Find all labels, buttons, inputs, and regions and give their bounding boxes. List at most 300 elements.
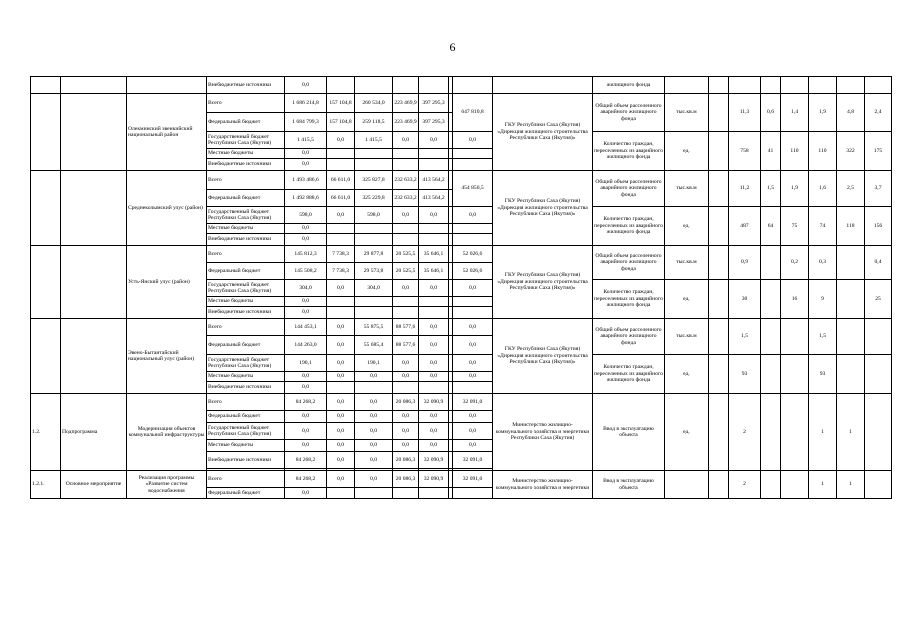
table-cell: 88 577,6 xyxy=(393,319,419,336)
table-cell: Ввод в эксплуатацию объекта xyxy=(593,394,665,471)
table-cell: 55 685,4 xyxy=(355,336,393,355)
table-cell: Всего xyxy=(207,471,285,488)
table-cell: 223 469,9 xyxy=(393,113,419,132)
table-cell xyxy=(355,382,393,394)
table-cell xyxy=(761,280,781,319)
table-cell: 2 xyxy=(729,471,761,499)
table-cell: тыс.кв.м xyxy=(665,171,709,207)
table-cell xyxy=(31,94,61,171)
table-cell: 2 xyxy=(729,394,761,471)
table-cell: 0,0 xyxy=(393,423,419,440)
table-cell xyxy=(419,159,449,171)
table-cell: 4,8 xyxy=(837,94,865,132)
table-cell: 1 492 888,6 xyxy=(285,190,327,207)
table-cell xyxy=(327,307,355,319)
table-cell: 11,2 xyxy=(729,171,761,207)
table-cell xyxy=(865,394,892,471)
table-cell: 66 611,0 xyxy=(327,171,355,190)
table-cell: 64 xyxy=(761,207,781,246)
table-cell: 1.2.1. xyxy=(31,471,61,499)
table-row xyxy=(31,171,892,190)
table-cell xyxy=(31,319,61,394)
table-cell xyxy=(709,319,729,355)
table-cell: 190,1 xyxy=(285,355,327,372)
table-cell: Ввод в эксплуатацию объекта xyxy=(593,471,665,499)
table-cell: 0,0 xyxy=(453,280,493,297)
table-cell: Общий объем расселенного аварийного жилищного фонда xyxy=(593,246,665,280)
table-cell: 0,0 xyxy=(327,280,355,297)
table-cell: 0,0 xyxy=(393,132,419,149)
table-cell: ГКУ Республики Саха (Якутия) «Дирекция жилищного строительства Республики Саха (Якутия)» xyxy=(493,246,593,319)
table-cell: 0,0 xyxy=(419,411,449,423)
table-cell xyxy=(393,234,419,246)
table-cell: 0,0 xyxy=(355,452,393,469)
table-cell: 1,9 xyxy=(781,171,809,207)
table-cell: 1,5 xyxy=(809,319,837,355)
table-cell xyxy=(781,471,809,499)
table-cell: 0,0 xyxy=(285,411,327,423)
table-cell: 93 xyxy=(809,355,837,394)
table-cell: 325 827,8 xyxy=(355,171,393,190)
table-cell: 0,0 xyxy=(285,382,327,394)
table-cell: ед. xyxy=(665,280,709,319)
table-cell xyxy=(393,77,419,94)
table-cell: 20 086,3 xyxy=(393,394,419,411)
table-cell xyxy=(61,77,127,94)
table-cell: 0,0 xyxy=(355,423,393,440)
table-cell xyxy=(665,471,709,499)
table-cell: Министерство жилищно-коммунального хозяйства и энергетики xyxy=(493,471,593,499)
table-cell: 20 086,3 xyxy=(393,471,419,488)
table-cell: 30 xyxy=(729,280,761,319)
table-cell xyxy=(61,319,127,394)
table-cell: 0,0 xyxy=(419,132,449,149)
table-cell: 0,0 xyxy=(355,394,393,411)
table-cell xyxy=(355,234,393,246)
table-cell: 1 xyxy=(837,471,865,499)
table-cell: 20 525,5 xyxy=(393,263,419,280)
table-cell: Федеральный бюджет xyxy=(207,336,285,355)
table-cell: 1 xyxy=(809,471,837,499)
table-cell: 0,0 xyxy=(419,372,449,382)
table-cell: 1 415,5 xyxy=(355,132,393,149)
table-cell: Федеральный бюджет xyxy=(207,263,285,280)
table-cell xyxy=(453,297,493,307)
table-cell: Модернизация объектов коммунальной инфраструктуры xyxy=(127,394,207,471)
table-cell: Подпрограмма xyxy=(61,394,127,471)
table-cell: 0,0 xyxy=(327,319,355,336)
table-cell xyxy=(31,246,61,319)
table-cell: 1,9 xyxy=(809,94,837,132)
table-cell: 9 xyxy=(809,280,837,319)
table-cell: 413 564,2 xyxy=(419,190,449,207)
table-cell: 145 508,2 xyxy=(285,263,327,280)
table-cell xyxy=(419,224,449,234)
table-cell: ГКУ Республики Саха (Якутия) «Дирекция жилищного строительства Республики Саха (Якутия)» xyxy=(493,319,593,394)
table-cell: 32 090,9 xyxy=(419,471,449,488)
table-cell: 0,0 xyxy=(453,355,493,372)
table-cell: Всего xyxy=(207,319,285,336)
table-cell: Олекминский эвенкийский национальный район xyxy=(127,94,207,171)
table-cell: 0,0 xyxy=(285,77,327,94)
table-cell: ГКУ Республики Саха (Якутия) «Дирекция жилищного строительства Республики Саха (Якутия)» xyxy=(493,94,593,171)
table-cell: Государственный бюджет Республики Саха (Якутия) xyxy=(207,280,285,297)
table-cell: 35 646,1 xyxy=(419,246,449,263)
table-cell: 397 295,3 xyxy=(419,94,449,113)
table-cell: 3,7 xyxy=(865,171,892,207)
table-cell: 0,0 xyxy=(285,440,327,452)
table-cell xyxy=(31,171,61,246)
table-row xyxy=(31,471,892,488)
table-cell xyxy=(327,234,355,246)
table-cell: 35 646,1 xyxy=(419,263,449,280)
table-cell xyxy=(453,149,493,159)
table-cell xyxy=(393,488,419,499)
table-cell: 7 738,3 xyxy=(327,246,355,263)
table-cell: 304,0 xyxy=(355,280,393,297)
table-cell: Местные бюджеты xyxy=(207,149,285,159)
table-cell xyxy=(419,234,449,246)
table-cell: 223 469,9 xyxy=(393,94,419,113)
table-cell: 0,0 xyxy=(327,452,355,469)
table-cell: Всего xyxy=(207,246,285,263)
table-cell xyxy=(355,297,393,307)
table-cell xyxy=(127,77,207,94)
table-cell xyxy=(453,234,493,246)
table-cell: Реализация программы «Развитие систем водоснабжения xyxy=(127,471,207,499)
program-funding-table xyxy=(30,76,892,499)
table-cell xyxy=(837,280,865,319)
table-cell: 20 525,5 xyxy=(393,246,419,263)
table-cell: 156 xyxy=(865,207,892,246)
table-cell xyxy=(327,77,355,94)
table-cell xyxy=(453,307,493,319)
table-cell: 16 xyxy=(781,280,809,319)
table-cell: 0,0 xyxy=(393,411,419,423)
table-cell: 0,0 xyxy=(453,319,493,336)
table-cell: 0,0 xyxy=(285,234,327,246)
table-cell xyxy=(327,149,355,159)
table-cell xyxy=(781,394,809,471)
table-cell: 0,0 xyxy=(327,440,355,452)
table-cell xyxy=(709,77,729,94)
table-cell: 7 738,3 xyxy=(327,263,355,280)
table-cell xyxy=(865,355,892,394)
table-cell: 157 104,8 xyxy=(327,94,355,113)
table-cell: Количество граждан, переселенных из аварийного жилищного фонда xyxy=(593,132,665,171)
table-cell: 0,0 xyxy=(285,297,327,307)
table-cell: Федеральный бюджет xyxy=(207,113,285,132)
table-cell: 0,0 xyxy=(419,319,449,336)
table-cell: ед. xyxy=(665,394,709,471)
table-cell: 0,3 xyxy=(809,246,837,280)
table-cell xyxy=(61,171,127,246)
table-row xyxy=(31,77,892,94)
table-cell: 84 268,2 xyxy=(285,394,327,411)
table-cell xyxy=(809,77,837,94)
table-cell: Местные бюджеты xyxy=(207,440,285,452)
table-cell: 0,9 xyxy=(729,246,761,280)
table-cell: ед. xyxy=(665,355,709,394)
table-cell: Государственный бюджет Республики Саха (Якутия) xyxy=(207,207,285,224)
table-cell: 487 xyxy=(729,207,761,246)
table-cell: 0,0 xyxy=(419,280,449,297)
table-cell: Всего xyxy=(207,171,285,190)
table-cell: 41 xyxy=(761,132,781,171)
table-cell xyxy=(781,77,809,94)
table-cell: Внебюджетные источники xyxy=(207,77,285,94)
table-row xyxy=(31,394,892,411)
table-cell xyxy=(665,77,709,94)
table-cell: 0,0 xyxy=(327,411,355,423)
table-cell: 0,0 xyxy=(285,149,327,159)
table-cell: 0,0 xyxy=(285,488,327,499)
table-cell xyxy=(729,77,761,94)
table-cell: 325 229,8 xyxy=(355,190,393,207)
table-cell: Основное мероприятие xyxy=(61,471,127,499)
table-cell: 598,0 xyxy=(355,207,393,224)
table-cell: 0,0 xyxy=(453,411,493,423)
table-cell xyxy=(449,190,453,207)
table-cell: Государственный бюджет Республики Саха (Якутия) xyxy=(207,132,285,149)
table-cell: 0,0 xyxy=(355,471,393,488)
table-cell: жилищного фонда xyxy=(593,77,665,94)
table-cell xyxy=(865,471,892,499)
table-cell: 0,0 xyxy=(393,372,419,382)
table-cell: 0,0 xyxy=(419,355,449,372)
table-cell: 0,0 xyxy=(327,336,355,355)
table-cell xyxy=(709,471,729,499)
table-cell: 144 263,0 xyxy=(285,336,327,355)
table-cell: 175 xyxy=(865,132,892,171)
table-cell: 29 877,8 xyxy=(355,246,393,263)
table-cell xyxy=(355,307,393,319)
table-cell: 118 xyxy=(837,207,865,246)
table-cell: 1,6 xyxy=(809,171,837,207)
table-cell: Усть-Янский улус (район) xyxy=(127,246,207,319)
table-cell: 232 633,2 xyxy=(393,171,419,190)
table-cell: 232 633,2 xyxy=(393,190,419,207)
table-cell xyxy=(355,149,393,159)
table-cell: 413 564,2 xyxy=(419,171,449,190)
table-cell: 758 xyxy=(729,132,761,171)
table-cell: 0,0 xyxy=(419,440,449,452)
table-cell: 1,5 xyxy=(761,171,781,207)
table-cell: 110 xyxy=(809,132,837,171)
table-cell xyxy=(761,471,781,499)
table-cell: 1 xyxy=(837,394,865,471)
page-number: 6 xyxy=(449,40,456,54)
table-cell: 0,0 xyxy=(285,224,327,234)
table-cell: 52 026,6 xyxy=(453,263,493,280)
table-cell: 304,0 xyxy=(285,280,327,297)
table-cell: 0,0 xyxy=(327,132,355,149)
table-cell: 260 534,0 xyxy=(355,94,393,113)
table-cell xyxy=(493,77,593,94)
table-cell: Внебюджетные источники xyxy=(207,234,285,246)
table-cell xyxy=(393,159,419,171)
table-cell xyxy=(865,319,892,355)
table-cell: 0,0 xyxy=(327,394,355,411)
table-cell: 32 091,0 xyxy=(453,394,493,411)
table-cell: 0,0 xyxy=(393,355,419,372)
table-cell: 0,0 xyxy=(355,372,393,382)
table-cell: Среднеколымский улус (район) xyxy=(127,171,207,246)
table-cell xyxy=(709,171,729,207)
table-cell: 0,0 xyxy=(355,440,393,452)
table-cell xyxy=(453,382,493,394)
table-cell xyxy=(761,319,781,355)
table-row xyxy=(31,94,892,113)
table-row xyxy=(31,319,892,336)
table-cell xyxy=(453,77,493,94)
table-cell: 0,0 xyxy=(453,132,493,149)
table-cell: 0,0 xyxy=(327,372,355,382)
table-cell: 0,0 xyxy=(419,336,449,355)
table-cell xyxy=(761,77,781,94)
table-cell: 0,0 xyxy=(419,423,449,440)
table-cell xyxy=(781,319,809,355)
table-cell xyxy=(355,224,393,234)
table-cell: 25 xyxy=(865,280,892,319)
table-cell xyxy=(393,149,419,159)
table-cell: 0,0 xyxy=(393,280,419,297)
table-cell: 75 xyxy=(781,207,809,246)
table-cell xyxy=(837,77,865,94)
table-cell: Местные бюджеты xyxy=(207,297,285,307)
table-cell xyxy=(61,246,127,319)
table-cell: 0,0 xyxy=(327,423,355,440)
table-cell xyxy=(709,280,729,319)
table-cell: ед. xyxy=(665,207,709,246)
table-cell: 52 026,6 xyxy=(453,246,493,263)
table-cell: ед. xyxy=(665,132,709,171)
table-cell: 0,0 xyxy=(453,336,493,355)
table-cell: Количество граждан, переселенных из аварийного жилищного фонда xyxy=(593,207,665,246)
table-cell: 322 xyxy=(837,132,865,171)
table-cell: 1 493 486,6 xyxy=(285,171,327,190)
table-cell xyxy=(327,159,355,171)
table-cell xyxy=(419,77,449,94)
table-cell: 11,3 xyxy=(729,94,761,132)
table-cell: 397 295,3 xyxy=(419,113,449,132)
table-cell: 110 xyxy=(781,132,809,171)
table-cell xyxy=(327,297,355,307)
table-cell: Федеральный бюджет xyxy=(207,190,285,207)
table-cell: 454 850,5 xyxy=(453,171,493,207)
table-cell: Государственный бюджет Республики Саха (Якутия) xyxy=(207,355,285,372)
table-cell xyxy=(327,224,355,234)
table-cell: 0,0 xyxy=(393,440,419,452)
table-cell: 598,0 xyxy=(285,207,327,224)
table-cell xyxy=(449,113,453,132)
table-cell: Количество граждан, переселенных из аварийного жилищного фонда xyxy=(593,280,665,319)
table-cell: 1 686 214,8 xyxy=(285,94,327,113)
table-cell: 20 086,3 xyxy=(393,452,419,469)
table-cell: Внебюджетные источники xyxy=(207,307,285,319)
table-cell: 74 xyxy=(809,207,837,246)
table-cell: Федеральный бюджет xyxy=(207,488,285,499)
table-cell xyxy=(393,382,419,394)
table-cell xyxy=(419,382,449,394)
table-cell xyxy=(709,132,729,171)
table-cell: 29 573,8 xyxy=(355,263,393,280)
table-cell xyxy=(709,394,729,471)
table-cell: 1,5 xyxy=(729,319,761,355)
table-cell xyxy=(419,488,449,499)
table-cell: 0,0 xyxy=(327,207,355,224)
table-cell: 1,4 xyxy=(781,94,809,132)
table-cell: 88 577,6 xyxy=(393,336,419,355)
table-cell: Количество граждан, переселенных из аварийного жилищного фонда xyxy=(593,355,665,394)
table-cell: 1 684 799,3 xyxy=(285,113,327,132)
table-cell xyxy=(393,307,419,319)
table-cell xyxy=(31,77,61,94)
table-cell: 0,0 xyxy=(453,207,493,224)
table-cell xyxy=(61,94,127,171)
table-cell: 157 104,8 xyxy=(327,113,355,132)
table-cell: 2,4 xyxy=(865,94,892,132)
table-cell xyxy=(761,246,781,280)
table-cell: 2,5 xyxy=(837,171,865,207)
table-cell: 0,0 xyxy=(327,471,355,488)
table-cell: Эвено-Бытантайский национальный улус (район) xyxy=(127,319,207,394)
table-cell: Всего xyxy=(207,94,285,113)
table-cell xyxy=(709,355,729,394)
table-cell: 0,4 xyxy=(865,246,892,280)
table-cell xyxy=(761,394,781,471)
table-cell: Общий объем расселенного аварийного жилищного фонда xyxy=(593,94,665,132)
table-cell: Местные бюджеты xyxy=(207,372,285,382)
table-cell xyxy=(355,488,393,499)
table-cell xyxy=(865,77,892,94)
table-cell: 259 118,5 xyxy=(355,113,393,132)
table-cell: Всего xyxy=(207,394,285,411)
table-cell: 66 611,0 xyxy=(327,190,355,207)
table-cell: 0,2 xyxy=(781,246,809,280)
table-cell: 0,0 xyxy=(453,423,493,440)
table-cell: 0,0 xyxy=(327,355,355,372)
table-cell: 93 xyxy=(729,355,761,394)
table-cell xyxy=(327,488,355,499)
table-cell: Общий объем расселенного аварийного жилищного фонда xyxy=(593,319,665,355)
table-cell: Министерство жилищно-коммунального хозяйства и энергетики Республики Саха (Якутия) xyxy=(493,394,593,471)
table-cell: 0,0 xyxy=(453,372,493,382)
table-cell: Внебюджетные источники xyxy=(207,382,285,394)
table-cell: 32 091,0 xyxy=(453,471,493,488)
table-cell: 145 812,3 xyxy=(285,246,327,263)
table-cell xyxy=(453,159,493,171)
table-cell: тыс.кв.м xyxy=(665,94,709,132)
table-cell: 0,0 xyxy=(453,440,493,452)
table-cell xyxy=(393,297,419,307)
table-cell xyxy=(781,355,809,394)
table-row xyxy=(31,246,892,263)
table-cell xyxy=(419,307,449,319)
table-cell: Местные бюджеты xyxy=(207,224,285,234)
table-cell xyxy=(355,159,393,171)
table-cell: 32 090,9 xyxy=(419,394,449,411)
table-cell: Внебюджетные источники xyxy=(207,159,285,171)
table-cell xyxy=(355,77,393,94)
table-cell: 1.2. xyxy=(31,394,61,471)
table-body xyxy=(31,77,892,499)
table-cell xyxy=(453,224,493,234)
table-cell: 190,1 xyxy=(355,355,393,372)
table-cell: 647 810,8 xyxy=(453,94,493,132)
table-cell: 0,0 xyxy=(419,207,449,224)
table-cell: 1 xyxy=(809,394,837,471)
